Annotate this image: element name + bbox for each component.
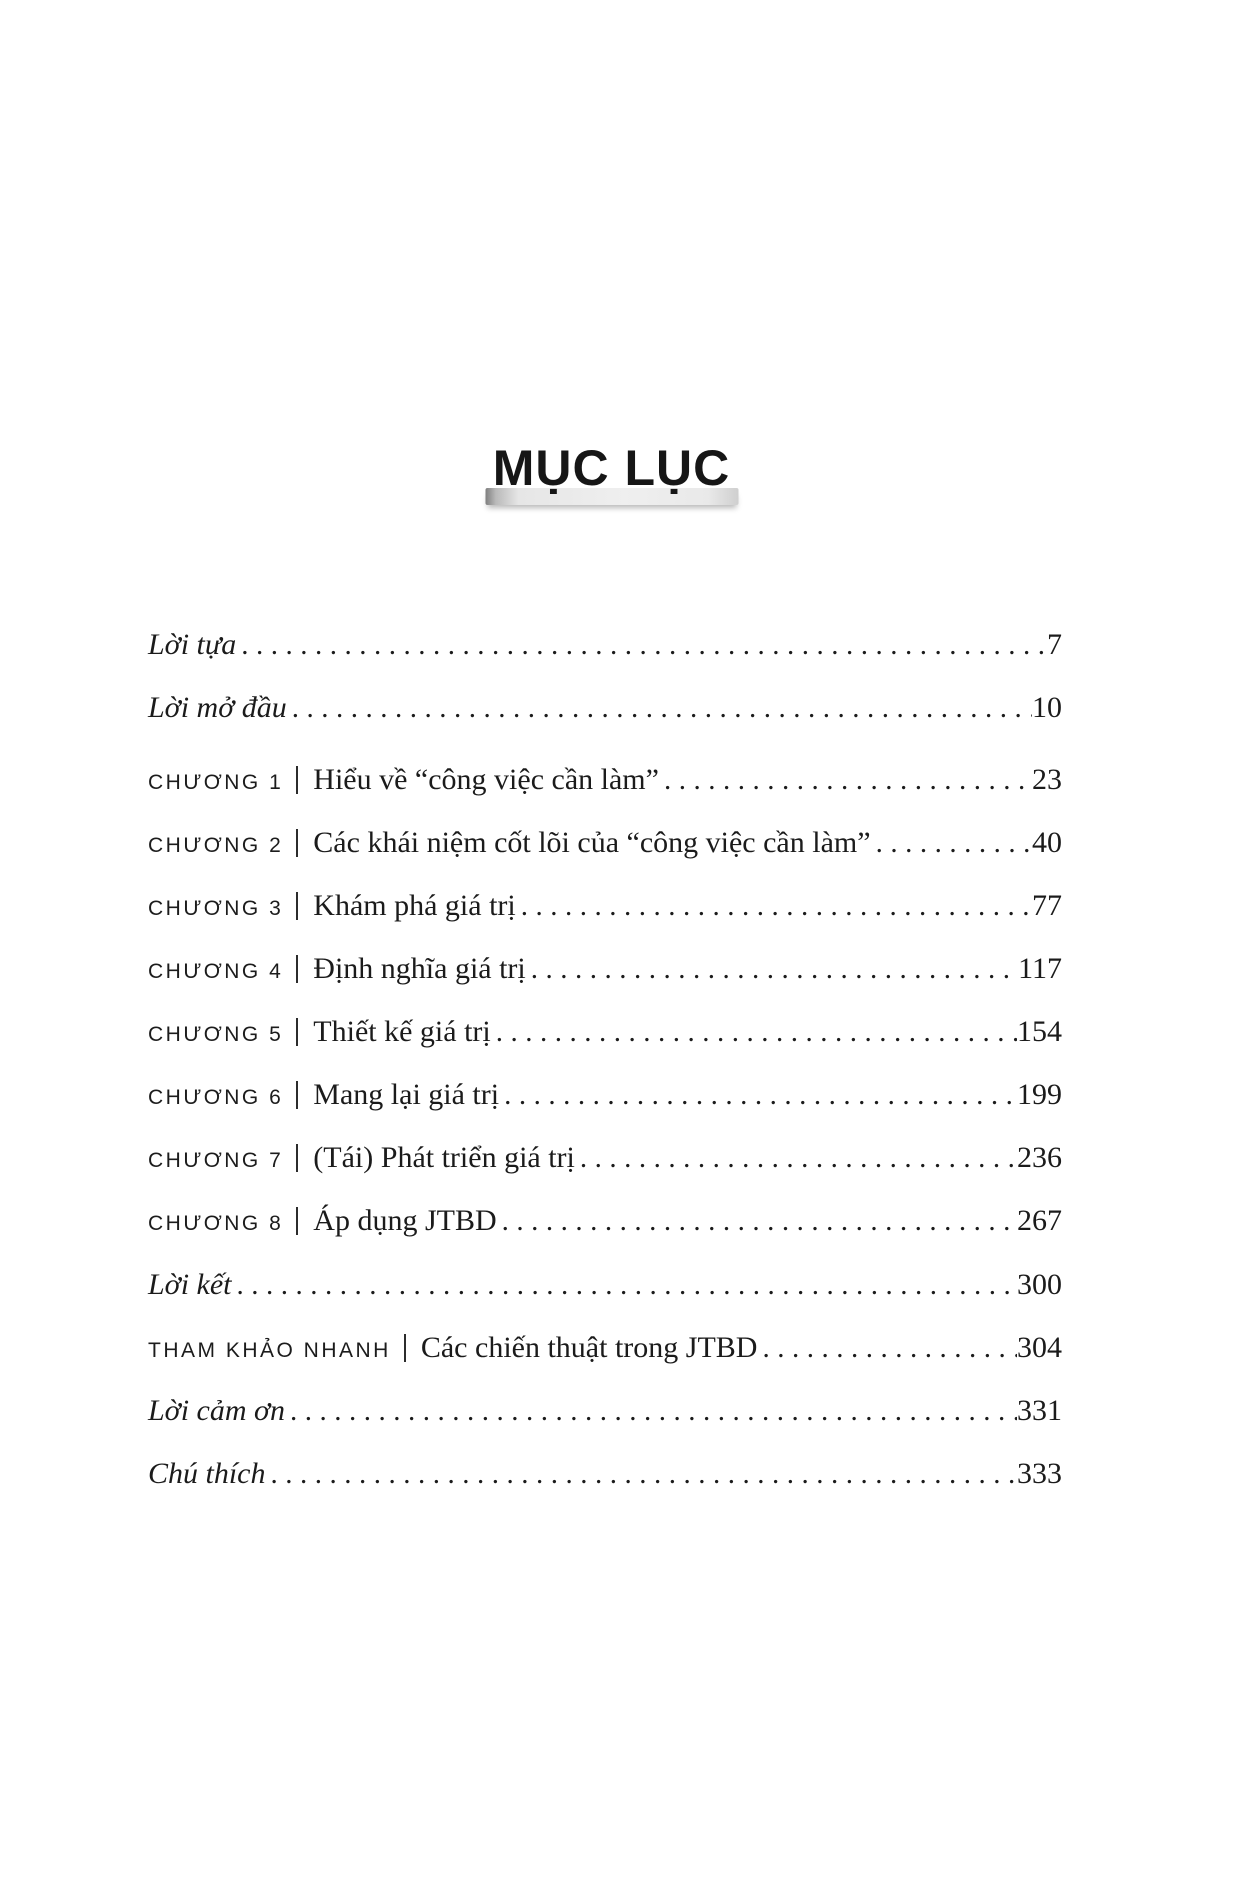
dot-leader bbox=[876, 824, 1032, 862]
dot-leader bbox=[241, 626, 1047, 664]
separator-bar bbox=[296, 829, 298, 857]
toc-entry bbox=[148, 1139, 1062, 1177]
separator-bar bbox=[296, 892, 298, 920]
toc-entry-title: Chú thích bbox=[148, 1457, 266, 1490]
toc-entry-page: 154 bbox=[1017, 1015, 1062, 1048]
toc-entry-title: Lời kết bbox=[148, 1268, 232, 1301]
toc-header bbox=[0, 441, 1245, 495]
dot-leader bbox=[237, 1266, 1018, 1304]
dot-leader bbox=[504, 1076, 1017, 1114]
toc-entry bbox=[148, 689, 1062, 727]
dot-leader bbox=[502, 1202, 1017, 1240]
toc-entry-label: CHƯƠNG 7 bbox=[148, 1149, 284, 1172]
toc-entry-label: CHƯƠNG 6 bbox=[148, 1086, 284, 1109]
separator-bar bbox=[296, 1018, 298, 1046]
toc-entry-title: Áp dụng JTBD bbox=[313, 1204, 497, 1237]
separator-bar bbox=[296, 1081, 298, 1109]
toc-list bbox=[148, 626, 1062, 1518]
toc-entry-title: Lời tựa bbox=[148, 628, 237, 661]
toc-entry-title: Khám phá giá trị bbox=[313, 889, 516, 922]
toc-entry bbox=[148, 626, 1062, 664]
toc-entry bbox=[148, 1202, 1062, 1240]
toc-entry-title: Định nghĩa giá trị bbox=[313, 952, 526, 985]
toc-entry-title: Các khái niệm cốt lõi của “công việc cần làm” bbox=[313, 826, 871, 859]
toc-entry bbox=[148, 1455, 1062, 1493]
toc-entry-page: 10 bbox=[1032, 691, 1062, 724]
title-wrap bbox=[493, 441, 731, 495]
toc-entry bbox=[148, 887, 1062, 925]
separator-bar bbox=[296, 955, 298, 983]
toc-entry bbox=[148, 950, 1062, 988]
toc-entry-title: Lời cảm ơn bbox=[148, 1394, 286, 1427]
separator-bar bbox=[296, 766, 298, 794]
toc-entry bbox=[148, 761, 1062, 799]
toc-entry-page: 333 bbox=[1017, 1457, 1062, 1490]
toc-entry-page: 117 bbox=[1018, 952, 1062, 985]
toc-entry-page: 199 bbox=[1017, 1078, 1062, 1111]
dot-leader bbox=[292, 689, 1032, 727]
toc-entry bbox=[148, 1076, 1062, 1114]
dot-leader bbox=[580, 1139, 1017, 1177]
toc-entry-title: Các chiến thuật trong JTBD bbox=[420, 1331, 758, 1364]
toc-entry bbox=[148, 1392, 1062, 1430]
toc-entry-title: Thiết kế giá trị bbox=[313, 1015, 491, 1048]
separator-bar bbox=[296, 1207, 298, 1235]
toc-entry-page: 77 bbox=[1032, 889, 1062, 922]
toc-entry-page: 23 bbox=[1032, 763, 1062, 796]
toc-entry-label: CHƯƠNG 3 bbox=[148, 897, 284, 920]
toc-entry-label: CHƯƠNG 1 bbox=[148, 771, 284, 794]
toc-entry-page: 267 bbox=[1017, 1204, 1062, 1237]
dot-leader bbox=[290, 1392, 1017, 1430]
toc-entry-title: (Tái) Phát triển giá trị bbox=[313, 1141, 575, 1174]
toc-entry-label: CHƯƠNG 2 bbox=[148, 834, 284, 857]
dot-leader bbox=[496, 1013, 1017, 1051]
toc-entry-page: 236 bbox=[1017, 1141, 1062, 1174]
dot-leader bbox=[271, 1455, 1018, 1493]
page-title: MỤC LỤC bbox=[492, 440, 731, 496]
toc-entry-page: 300 bbox=[1017, 1268, 1062, 1301]
separator-bar bbox=[404, 1334, 406, 1362]
toc-entry-label: CHƯƠNG 5 bbox=[148, 1023, 284, 1046]
toc-entry bbox=[148, 824, 1062, 862]
toc-entry-label: CHƯƠNG 4 bbox=[148, 960, 284, 983]
dot-leader bbox=[521, 887, 1032, 925]
toc-entry-page: 7 bbox=[1047, 628, 1062, 661]
toc-entry-page: 304 bbox=[1017, 1331, 1062, 1364]
toc-entry-label: CHƯƠNG 8 bbox=[148, 1212, 284, 1235]
toc-entry bbox=[148, 1266, 1062, 1304]
toc-entry bbox=[148, 1013, 1062, 1051]
separator-bar bbox=[296, 1144, 298, 1172]
toc-entry-title: Hiểu về “công việc cần làm” bbox=[313, 763, 659, 796]
dot-leader bbox=[664, 761, 1032, 799]
toc-entry-page: 40 bbox=[1032, 826, 1062, 859]
toc-entry bbox=[148, 1329, 1062, 1367]
toc-entry-page: 331 bbox=[1017, 1394, 1062, 1427]
toc-entry-title: Mang lại giá trị bbox=[313, 1078, 500, 1111]
dot-leader bbox=[762, 1329, 1017, 1367]
toc-entry-title: Lời mở đầu bbox=[148, 691, 287, 724]
dot-leader bbox=[531, 950, 1018, 988]
toc-entry-label: THAM KHẢO NHANH bbox=[148, 1339, 391, 1362]
